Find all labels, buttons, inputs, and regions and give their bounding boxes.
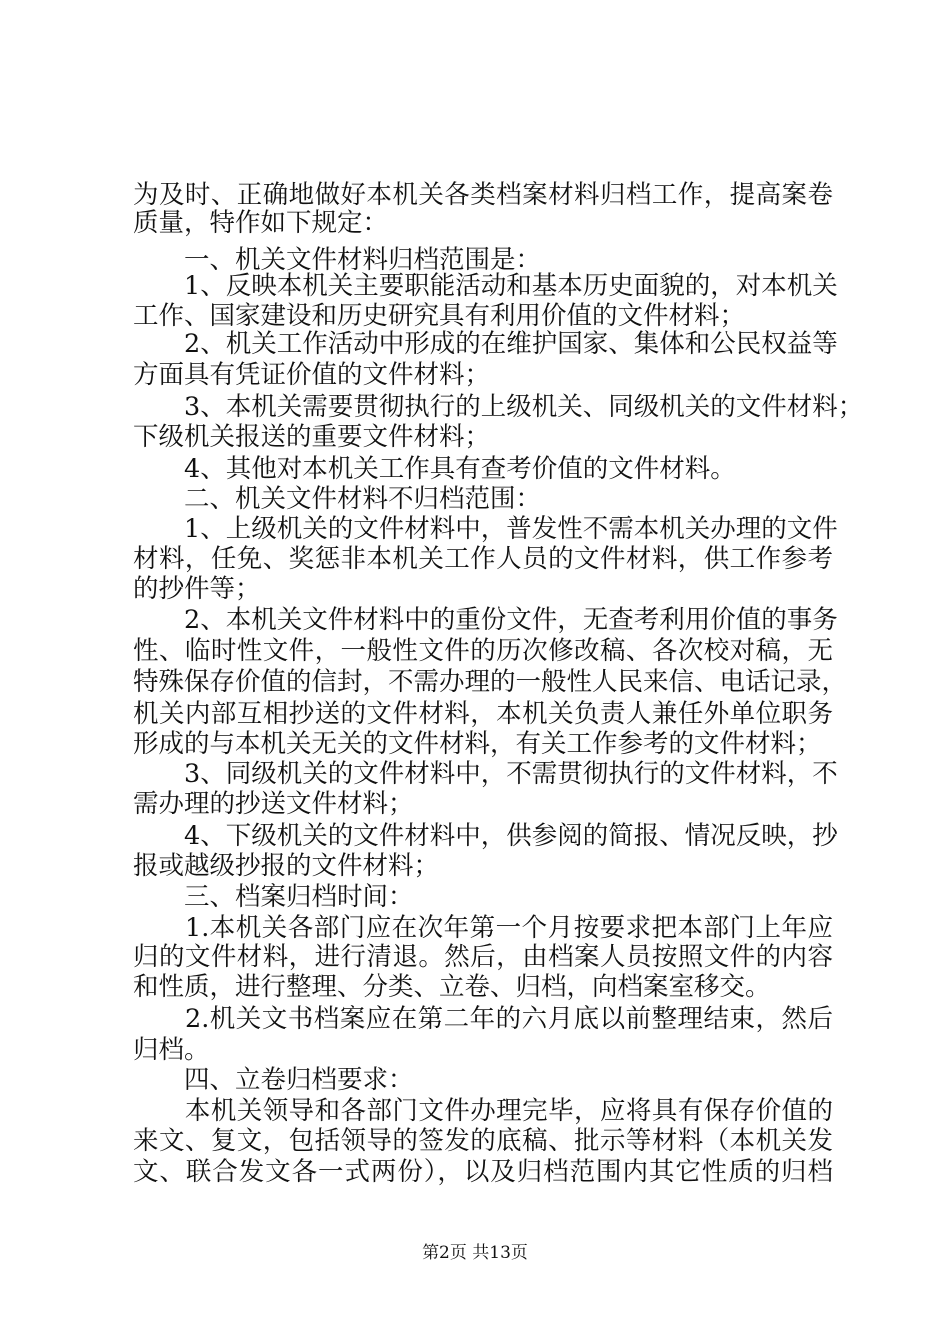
text-line: 下级机关报送的重要文件材料；: [133, 422, 491, 452]
text-line: 2.机关文书档案应在第二年的六月底以前整理结束，然后: [133, 1004, 833, 1034]
text-line: 材料，任免、奖惩非本机关工作人员的文件材料，供工作参考: [133, 544, 833, 574]
text-line: 质量，特作如下规定：: [133, 208, 389, 238]
text-line: 的抄件等；: [133, 574, 261, 604]
text-line: 方面具有凭证价值的文件材料；: [133, 360, 491, 390]
text-line: 特殊保存价值的信封，不需办理的一般性人民来信、电话记录，: [133, 667, 848, 697]
text-line: 4、其他对本机关工作具有查考价值的文件材料。: [133, 454, 736, 484]
text-line: 和性质，进行整理、分类、立卷、归档，向档案室移交。: [133, 972, 771, 1002]
text-line: 形成的与本机关无关的文件材料，有关工作参考的文件材料；: [133, 729, 822, 759]
page-number: 第2页 共13页: [422, 1243, 528, 1263]
text-line: 机关内部互相抄送的文件材料，本机关负责人兼任外单位职务: [133, 699, 833, 729]
text-line: 1.本机关各部门应在次年第一个月按要求把本部门上年应: [133, 913, 833, 943]
section-heading: 二、机关文件材料不归档范围：: [133, 484, 542, 514]
page-footer: [0, 1241, 950, 1265]
section-heading: 三、档案归档时间：: [133, 882, 414, 912]
text-line: 归档。: [133, 1035, 210, 1065]
text-line: 4、下级机关的文件材料中，供参阅的简报、情况反映，抄: [133, 821, 838, 851]
text-line: 文、联合发文各一式两份），以及归档范围内其它性质的归档: [133, 1157, 833, 1187]
section-heading: 四、立卷归档要求：: [133, 1065, 414, 1095]
text-line: 为及时、正确地做好本机关各类档案材料归档工作，提高案卷: [133, 180, 833, 210]
text-line: 需办理的抄送文件材料；: [133, 789, 414, 819]
text-line: 3、同级机关的文件材料中，不需贯彻执行的文件材料，不: [133, 759, 838, 789]
section-heading: 一、机关文件材料归档范围是：: [133, 245, 542, 275]
text-line: 归的文件材料，进行清退。然后，由档案人员按照文件的内容: [133, 942, 833, 972]
text-line: 工作、国家建设和历史研究具有利用价值的文件材料；: [133, 301, 746, 331]
text-line: 性、临时性文件，一般性文件的历次修改稿、各次校对稿，无: [133, 636, 833, 666]
text-line: 来文、复文，包括领导的签发的底稿、批示等材料（本机关发: [133, 1126, 833, 1156]
text-line: 报或越级抄报的文件材料；: [133, 851, 440, 881]
text-line: 3、本机关需要贯彻执行的上级机关、同级机关的文件材料；: [133, 392, 864, 422]
text-line: 1、反映本机关主要职能活动和基本历史面貌的，对本机关: [133, 271, 838, 301]
text-line: 2、机关工作活动中形成的在维护国家、集体和公民权益等: [133, 329, 838, 359]
text-line: 2、本机关文件材料中的重份文件，无查考利用价值的事务: [133, 605, 838, 635]
text-line: 本机关领导和各部门文件办理完毕，应将具有保存价值的: [133, 1096, 833, 1126]
text-line: 1、上级机关的文件材料中，普发性不需本机关办理的文件: [133, 514, 838, 544]
